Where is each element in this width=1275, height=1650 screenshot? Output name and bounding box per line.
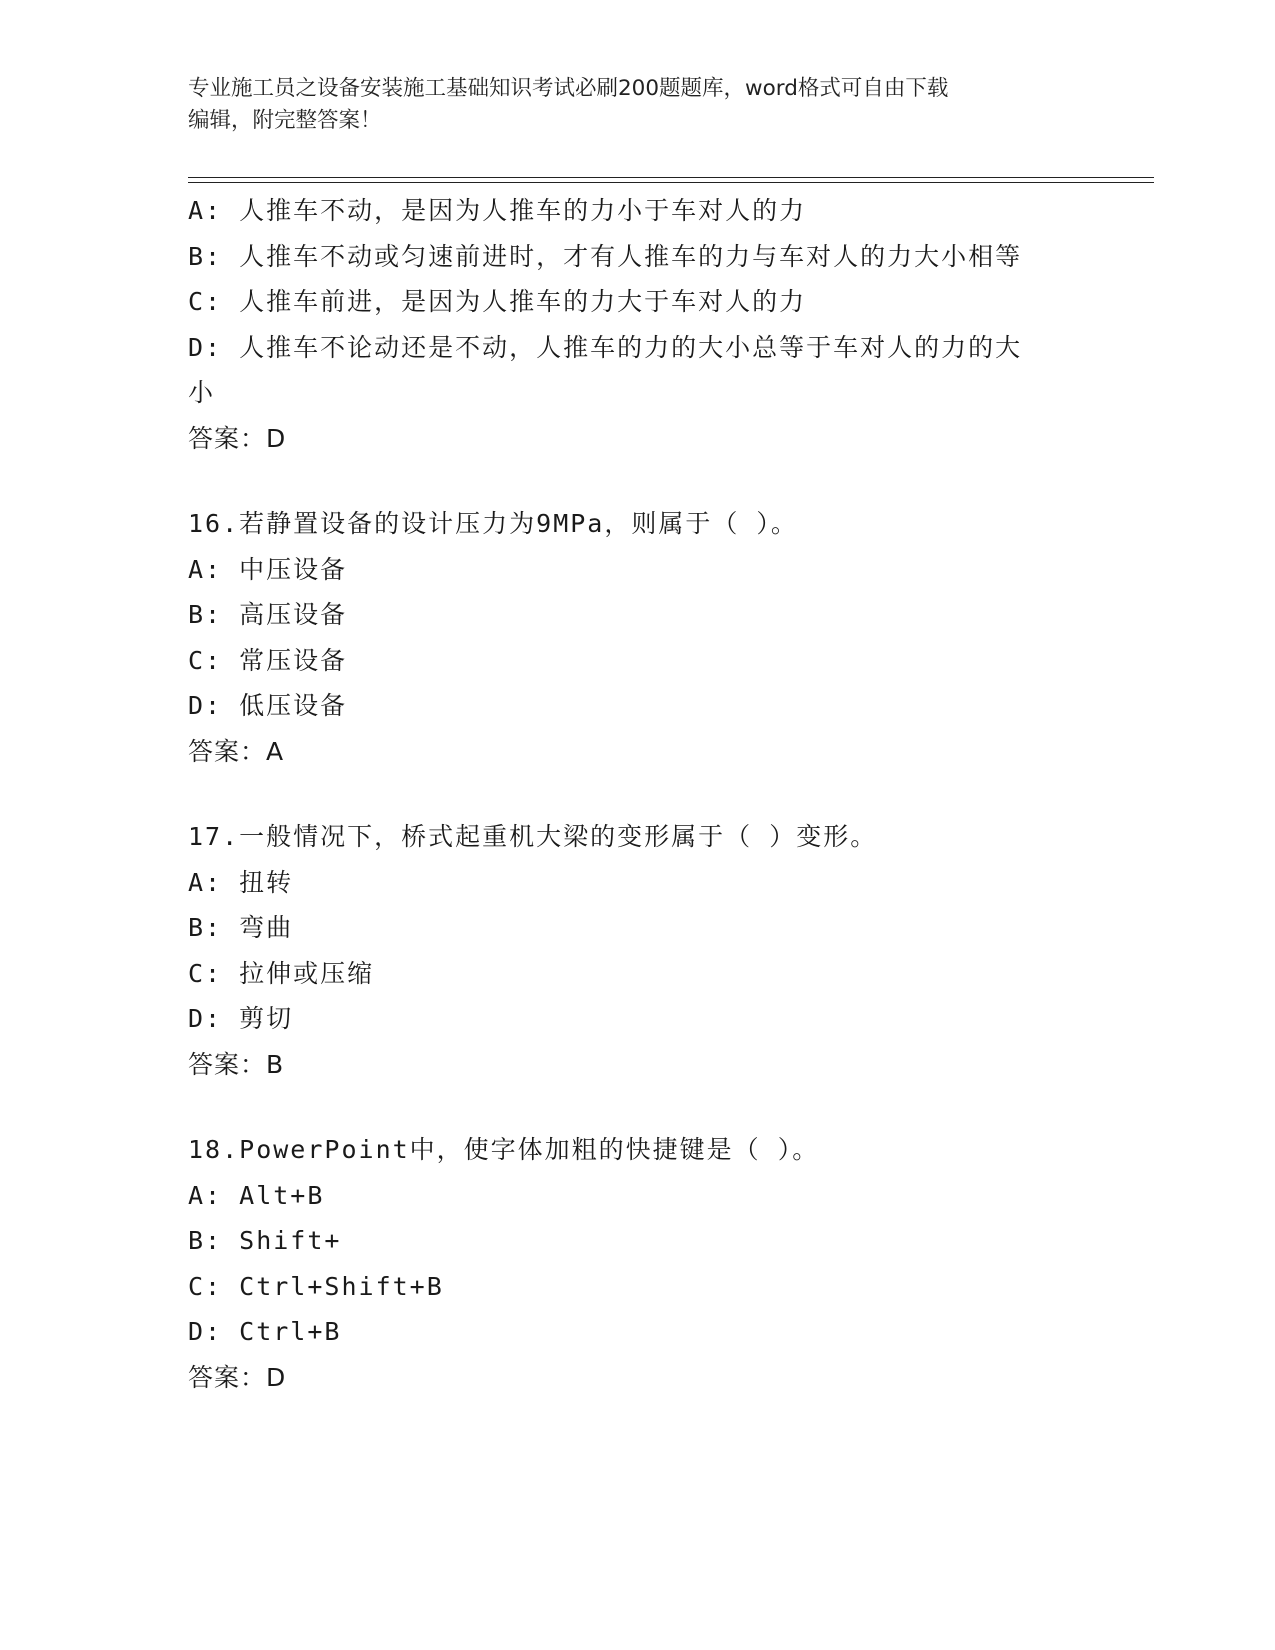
header-title-line-1: 专业施工员之设备安装施工基础知识考试必刷200题题库，word格式可自由下载 <box>188 76 949 101</box>
option-a: A: Alt+B <box>188 1180 325 1210</box>
option-a: A: 人推车不动，是因为人推车的力小于车对人的力 <box>188 196 807 225</box>
option-a: A: 扭转 <box>188 867 294 897</box>
question-list <box>188 188 1088 1400</box>
option-d: D: Ctrl+B <box>188 1317 342 1346</box>
option-c: C: Ctrl+Shift+B <box>188 1271 444 1301</box>
answer-line: 答案：D <box>188 423 287 453</box>
option-d-continuation: 小 <box>188 378 216 407</box>
answer-line: 答案：B <box>188 1049 285 1079</box>
question-block-18 <box>188 1127 1088 1400</box>
question-block-17 <box>188 814 1088 1087</box>
option-d: D: 人推车不论动还是不动，人推车的力的大小总等于车对人的力的大 <box>188 332 1023 362</box>
document-header <box>188 73 1068 137</box>
option-b: B: 弯曲 <box>188 913 294 942</box>
question-title: 18.PowerPoint中，使字体加粗的快捷键是（ ）。 <box>188 1135 820 1164</box>
option-b: B: 人推车不动或匀速前进时，才有人推车的力与车对人的力大小相等 <box>188 241 1023 271</box>
option-c: C: 拉伸或压缩 <box>188 958 375 988</box>
header-divider-top <box>188 177 1154 178</box>
option-a: A: 中压设备 <box>188 554 348 584</box>
question-block-16 <box>188 501 1088 774</box>
option-d: D: 剪切 <box>188 1004 294 1033</box>
question-title: 16.若静置设备的设计压力为9MPa，则属于（ ）。 <box>188 509 798 538</box>
option-c: C: 常压设备 <box>188 645 348 675</box>
question-title: 17.一般情况下，桥式起重机大梁的变形属于（ ）变形。 <box>188 822 878 851</box>
option-c: C: 人推车前进，是因为人推车的力大于车对人的力 <box>188 287 807 316</box>
answer-line: 答案：A <box>188 736 285 766</box>
header-divider-bottom <box>188 182 1154 183</box>
option-b: B: 高压设备 <box>188 600 348 629</box>
option-d: D: 低压设备 <box>188 691 348 720</box>
question-block-15 <box>188 188 1088 461</box>
option-b: B: Shift+ <box>188 1226 342 1255</box>
header-title-line-2: 编辑，附完整答案！ <box>188 108 382 133</box>
answer-line: 答案：D <box>188 1362 287 1392</box>
